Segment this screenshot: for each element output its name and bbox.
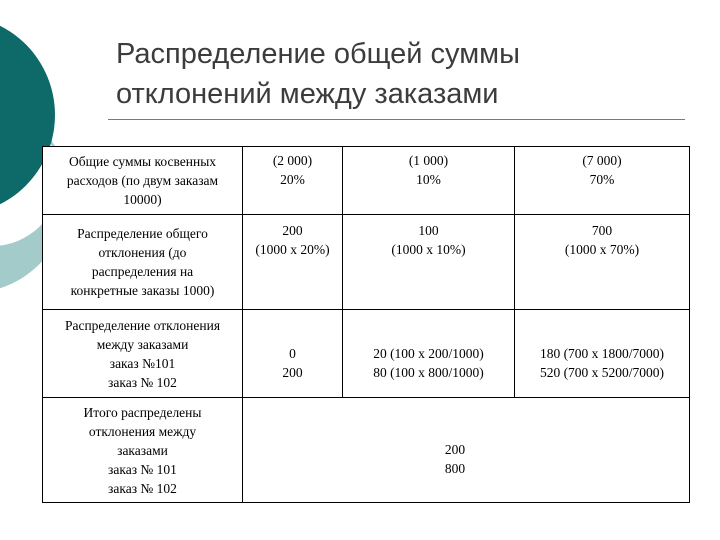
value-cell — [515, 215, 690, 310]
row-label-line: Распределение общего — [77, 226, 208, 241]
row-label-line: между заказами — [96, 336, 189, 352]
value-cell — [243, 215, 343, 310]
total-value-line: 800 — [444, 461, 466, 476]
value-line: 0 — [289, 346, 296, 361]
value-line: 10% — [416, 172, 441, 187]
value-line: 80 (100 х 800/1000) — [373, 365, 484, 380]
value-cell — [343, 310, 515, 398]
value-line: 20% — [280, 172, 305, 187]
title-divider — [108, 119, 685, 120]
table-row-variance-between-orders — [43, 310, 690, 398]
row-label-line: заказ № 102 — [108, 480, 177, 496]
value-line: 20 (100 х 200/1000) — [373, 346, 484, 361]
row-label-line: Итого распределены — [83, 404, 202, 420]
value-line: 70% — [589, 172, 615, 187]
value-line: (1000 х 10%) — [391, 242, 466, 257]
table-row-total-indirect-costs — [43, 147, 690, 215]
row-label-line: заказами — [117, 442, 168, 458]
value-line: (1000 х 70%) — [564, 242, 640, 257]
table-row-total-distributed — [43, 398, 690, 503]
row-label-cell — [43, 398, 243, 503]
value-line: (7 000) — [582, 153, 622, 168]
value-cell — [243, 147, 343, 215]
slide-title — [116, 34, 686, 114]
merged-total-cell — [243, 398, 690, 503]
value-cell — [243, 310, 343, 398]
row-label-cell — [43, 147, 243, 215]
row-label-line: отклонения (до — [98, 245, 187, 260]
value-line: 520 (700 х 5200/7000) — [539, 365, 665, 380]
row-label-line: расходов (по двум заказам — [66, 173, 219, 188]
table-row-total-variance-distribution — [43, 215, 690, 310]
value-line: 100 — [418, 223, 439, 238]
row-label-line: заказ №101 — [109, 355, 176, 371]
row-label-line: заказ № 102 — [108, 374, 177, 390]
slide-title-line-1: Распределение общей суммы — [116, 38, 520, 70]
row-label-cell — [43, 215, 243, 310]
value-line: 200 — [282, 223, 303, 238]
variance-distribution-table — [42, 146, 690, 503]
row-label-line: 10000) — [123, 192, 162, 207]
value-line: 180 (700 х 1800/7000) — [539, 346, 665, 361]
row-label-cell — [43, 310, 243, 398]
row-label-line: распределения на — [91, 264, 194, 279]
value-line: (2 000) — [272, 153, 313, 168]
value-cell — [343, 215, 515, 310]
value-cell — [343, 147, 515, 215]
value-cell — [515, 310, 690, 398]
row-label-line: заказ № 101 — [108, 461, 177, 477]
slide-title-line-2: отклонений между заказами — [116, 78, 499, 110]
row-label-line: отклонения между — [88, 423, 197, 439]
row-label-line: Распределение отклонения — [64, 317, 221, 333]
value-line: (1 000) — [408, 153, 449, 168]
value-line: (1000 х 20%) — [255, 242, 330, 257]
value-line: 200 — [282, 365, 303, 380]
total-value-line: 200 — [444, 442, 466, 457]
value-line: 700 — [591, 223, 613, 238]
row-label-line: Общие суммы косвенных — [68, 154, 217, 169]
value-cell — [515, 147, 690, 215]
row-label-line: конкретные заказы 1000) — [70, 283, 215, 298]
